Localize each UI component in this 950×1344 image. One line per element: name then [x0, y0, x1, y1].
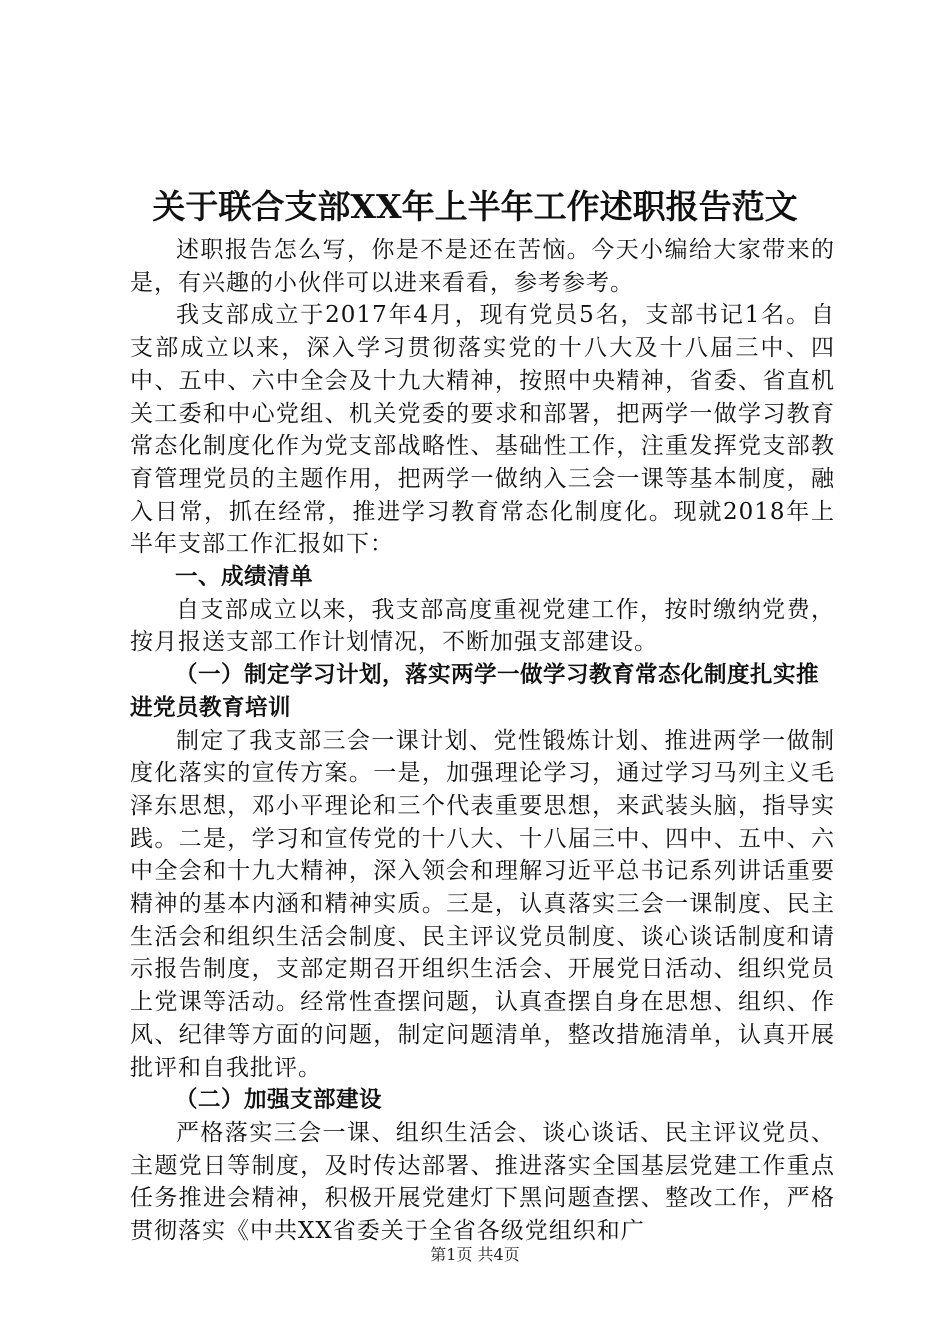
page-footer: 第1页 共4页	[430, 1245, 520, 1264]
study-plan-paragraph: 制定了我支部三会一课计划、党性锻炼计划、推进两学一做制度化落实的宣传方案。一是，加强理论学习，通过学习马列主义毛泽东思想，邓小平理论和三个代表重要思想，来武装头脑，指导实践。二是，学习和宣传党的十八大、十八届三中、四中、五中、六中全会和十九大精神，深入领会和理解习近平总书记系列讲话重要精神的基本内涵和精神实质。三是，认真落实三会一课制度、民主生活会和组织生活会制度、民主评议党员制度、谈心谈话制度和请示报告制度，支部定期召开组织生活会、开展党日活动、组织党员上党课等活动。经常性查摆问题，认真查摆自身在思想、组织、作风、纪律等方面的问题，制定问题清单，整改措施清单，认真开展批评和自我批评。	[130, 727, 835, 1081]
summary-paragraph: 我支部成立于2017年4月，现有党员5名，支部书记1名。自支部成立以来，深入学习贯彻落实党的十八大及十八届三中、四中、五中、六中全会及十九大精神，按照中央精神，省委、省直机关工委和中心党组、机关党委的要求和部署，把两学一做学习教育常态化制度化作为党支部战略性、基础性工作，注重发挥党支部教育管理党员的主题作用，把两学一做纳入三会一课等基本制度，融入日常，抓在经常，推进学习教育常态化制度化。现就2018年上半年支部工作汇报如下：	[130, 302, 835, 558]
document-body	[130, 234, 835, 1248]
subsection-heading-branch-building: （二）加强支部建设	[175, 1087, 383, 1114]
section-heading-achievements: 一、成绩清单	[175, 564, 314, 591]
branch-building-paragraph: 严格落实三会一课、组织生活会、谈心谈话、民主评议党员、主题党日等制度，及时传达部署、推进落实全国基层党建工作重点任务推进会精神，积极开展党建灯下黑问题查摆、整改工作，严格贯彻落实《中共XX省委关于全省各级党组织和广	[130, 1119, 835, 1245]
achievements-paragraph: 自支部成立以来，我支部高度重视党建工作，按时缴纳党费，按月报送支部工作计划情况，不断加强支部建设。	[130, 596, 835, 656]
intro-paragraph: 述职报告怎么写，你是不是还在苦恼。今天小编给大家带来的是，有兴趣的小伙伴可以进来看看，参考参考。	[130, 237, 835, 296]
subsection-heading-study-plan: （一）制定学习计划，落实两学一做学习教育常态化制度扎实推进党员教育培训	[130, 662, 820, 721]
document-title: 关于联合支部XX年上半年工作述职报告范文	[152, 187, 798, 226]
